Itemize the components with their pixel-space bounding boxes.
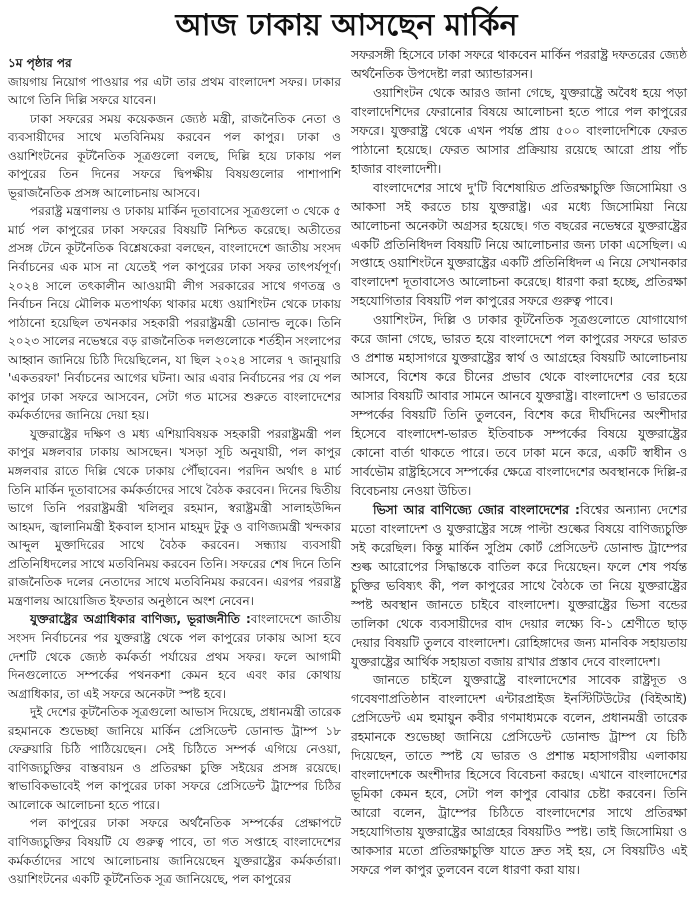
paragraph: ঢাকা সফরের সময় কয়েকজন জ্যেষ্ঠ মন্ত্রী, রাজনৈতিক নেতা ও ব্যবসায়ীদের সাথে মতবিনিময় করবেন পল কাপুর। ঢাকা ও ওয়াশিংটনের কূটনৈতিক সূত্রগুলো বলছে, দিল্লি হয়ে ঢাকায় পল কাপুরের তিন দিনের সফরে দ্বিপক্ষীয় বিষয়গুলোর পাশাপাশি ভূরাজনৈতিক প্রসঙ্গ আলোচনায় আসবে। <box>8 111 341 200</box>
paragraph: ওয়াশিংটন, দিল্লি ও ঢাকার কূটনৈতিক সূত্রগুলোতে যোগাযোগ করে জানা গেছে, ভারত হয়ে বাংলাদেশে পল কাপুরের সফরে ভারত ও প্রশান্ত মহাসাগরে যুক্তরাষ্ট্রের স্বার্থ ও আগ্রহের বিষয়টি আলোচনায় আসবে, বিশেষ করে চীনের প্রভাব থেকে বাংলাদেশের বের হয়ে আসার বিষয়টি আবার সামনে আনবে যুক্তরাষ্ট্র। বাংলাদেশ ও ভারতের সম্পর্কের বিষয়টি তিনি তুলবেন, বিশেষ করে দীর্ঘদিনের অংশীদার হিসেবে বাংলাদেশ-ভারত ইতিবাচক সম্পর্কের বিষয়ে যুক্তরাষ্ট্রের কোনো বার্তা থাকতে পারে। তবে ঢাকা মনে করে, একটি স্বাধীন ও সার্বভৌম রাষ্ট্রহিসেবে সম্পর্কের ক্ষেত্রে বাংলাদেশের অবস্থানকে দিল্লি-র বিবেচনায় নেওয়া উচিত। <box>351 313 687 498</box>
subsection-lead: বাংলাদেশে জাতীয় সংসদ নির্বাচনের পর যুক্তরাষ্ট্র থেকে পল কাপুরের ঢাকায় আসা হবে দেশটি থেকে জ্যেষ্ঠ কর্মকর্তা পর্যায়ের প্রথম সফর। ফলে আগামী দিনগুলোতে সম্পর্কের পথনকশা কেমন হবে এবং কার কোথায় অগ্রাধিকার, তা এই সফরে অনেকটা স্পষ্ট হবে। <box>8 612 341 701</box>
subsection-paragraph <box>8 610 341 703</box>
paragraph: পররাষ্ট্র মন্ত্রণালয় ও ঢাকায় মার্কিন দূতাবাসের সূত্রগুলো ৩ থেকে ৫ মার্চ পল কাপুরের ঢাকা সফরের বিষয়টি নিশ্চিত করেছে। অতীতের প্রসঙ্গ টেনে কূটনৈতিক বিশ্লেষকেরা বলছেন, বাংলাদেশে জাতীয় সংসদ নির্বাচনের এক মাস না যেতেই পল কাপুরের ঢাকা সফর তাৎপর্যপূর্ণ। ২০২৪ সালে তৎকালীন আওয়ামী লীগ সরকারের সাথে গণতন্ত্র ও নির্বাচন নিয়ে মৌলিক মতপার্থক্য থাকার মধ্যে ওয়াশিংটন থেকে ঢাকায় পাঠানো হয়েছিল তখনকার সহকারী পররাষ্ট্রমন্ত্রী ডোনাল্ড লুকে। তিনি ২০২৩ সালের নভেম্বরে বড় রাজনৈতিক দলগুলোকে শর্তহীন সংলাপের আহ্বান জানিয়ে চিঠি দিয়েছিলেন, যা ছিল ২০২৪ সালের ৭ জানুয়ারি 'একতরফা' নির্বাচনের আগের ঘটনা। আর এবার নির্বাচনের পর যে পল কাপুর ঢাকা সফরে আসবেন, সেটা গত মাসের শুরুতে বাংলাদেশের কর্মকর্তাদের জানিয়ে দেয়া হয়। <box>8 204 341 423</box>
subsection-lead: বিশ্বের অন্যান্য দেশের মতো বাংলাদেশ ও যুক্তরাষ্ট্রের সঙ্গে পাল্টা শুল্কের বিষয়ে বাণিজ্যচুক্তি সই করেছিল। কিন্তু মার্কিন সুপ্রিম কোর্ট প্রেসিডেন্ট ডোনাল্ড ট্রাম্পের শুল্ক আরোপের সিদ্ধান্তকে বাতিল করে দিয়েছেন। ফলে শেষ পর্যন্ত চুক্তির ভবিষ্যৎ কী, পল কাপুরের সাথে বৈঠকে তা নিয়ে যুক্তরাষ্ট্রের স্পষ্ট অবস্থান জানতে চাইবে বাংলাদেশ। যুক্তরাষ্ট্রের ভিসা বন্ডের তালিকা থেকে ব্যবসায়ীদের বাদ দেয়ার লক্ষ্যে বি-১ শ্রেণীতে ছাড় দেয়ার বিষয়টি তুলবে বাংলাদেশ। রোহিঙ্গাদের জন্য মানবিক সহায়তায় যুক্তরাষ্ট্রের আর্থিক সহায়তা বজায় রাখার প্রস্তাব দেবে বাংলাদেশ। <box>351 502 687 669</box>
subsection-heading: ভিসা আর বাণিজ্যে জোর বাংলাদেশের : <box>373 502 580 517</box>
paragraph: বাংলাদেশের সাথে দু'টি বিশেষায়িত প্রতিরক্ষাচুক্তি জিসোমিয়া ও আকসা সই করতে চায় যুক্তরাষ্ট্র। এর মধ্যে জিসোমিয়া নিয়ে আলোচনা অনেকটা অগ্রসর হয়েছে। গত বছরের নভেম্বরে যুক্তরাষ্ট্রের একটি প্রতিনিধিদল বিষয়টি নিয়ে আলোচনার জন্য ঢাকা এসেছিল। এ সপ্তাহে ওয়াশিংটনে যুক্তরাষ্ট্রের একটি প্রতিনিধিদল এ নিয়ে সেখানকার বাংলাদেশ দূতাবাসেও আলোচনা করেছে। ধারণা করা হচ্ছে, প্রতিরক্ষা সহযোগিতার বিষয়টি পল কাপুরের সফরে গুরুত্ব পাবে। <box>351 180 687 309</box>
paragraph: জানতে চাইলে যুক্তরাষ্ট্রে বাংলাদেশের সাবেক রাষ্ট্রদূত ও গবেষণাপ্রতিষ্ঠান বাংলাদেশ এন্টারপ্রাইজ ইনস্টিটিউটের (বিইআই) প্রেসিডেন্ট এম হুমায়ুন কবীর গণমাধ্যমকে বলেন, প্রধানমন্ত্রী তারেক রহমানকে শুভেচ্ছা জানিয়ে প্রেসিডেন্ট ডোনাল্ড ট্রাম্প যে চিঠি দিয়েছেন, তাতে স্পষ্ট যে ভারত ও প্রশান্ত মহাসাগরীয় এলাকায় বাংলাদেশকে অংশীদার হিসেবে বিবেচনা করছে। এখানে বাংলাদেশের ভূমিকা কেমন হবে, সেটা পল কাপুর বোঝার চেষ্টা করবেন। তিনি আরো বলেন, ট্রাম্পের চিঠিতে বাংলাদেশের সাথে প্রতিরক্ষা সহযোগিতায় যুক্তরাষ্ট্রের আগ্রহের বিষয়টিও স্পষ্ট। তাই জিসোমিয়া ও আকসার মতো প্রতিরক্ষাচুক্তি যাতে দ্রুত সই হয়, সে বিষয়টিও এই সফরে পল কাপুর তুলবেন বলে ধারণা করা যায়। <box>351 673 687 877</box>
article-column-right <box>351 46 687 880</box>
paragraph: সফরসঙ্গী হিসেবে ঢাকা সফরে থাকবেন মার্কিন পররাষ্ট্র দফতরের জ্যেষ্ঠ অর্থনৈতিক উপদেষ্টা লরা অ্যান্ডারসন। <box>351 48 687 81</box>
paragraph: জায়গায় নিয়োগ পাওয়ার পর এটা তার প্রথম বাংলাদেশ সফর। ঢাকার আগে তিনি দিল্লি সফরে যাবেন। <box>8 74 341 108</box>
paragraph: ওয়াশিংটন থেকে আরও জানা গেছে, যুক্তরাষ্ট্রে অবৈধ হয়ে পড়া বাংলাদেশিদের ফেরানোর বিষয়ে আলোচনা হতে পারে পল কাপুরের সফরে। যুক্তরাষ্ট্র থেকে এখন পর্যন্ত প্রায় ৫০০ বাংলাদেশিকে ফেরত পাঠানো হয়েছে। ফেরত আসার প্রক্রিয়ায় রয়েছে আরো প্রায় পাঁচ হাজার বাংলাদেশী। <box>351 85 687 176</box>
subsection-heading: যুক্তরাষ্ট্রের অগ্রাধিকার বাণিজ্য, ভূরাজনীতি : <box>30 612 251 627</box>
continued-from-label: ১ম পৃষ্ঠার পর <box>8 56 72 70</box>
article-column-left <box>8 54 341 889</box>
headline: আজ ঢাকায় আসছেন মার্কিন <box>175 8 518 43</box>
subsection-paragraph <box>351 501 687 672</box>
paragraph: যুক্তরাষ্ট্রের দক্ষিণ ও মধ্য এশিয়াবিষয়ক সহকারী পররাষ্ট্রমন্ত্রী পল কাপুর মঙ্গলবার ঢাকায় আসছেন। খসড়া সূচি অনুযায়ী, পল কাপুর মঙ্গলবার রাতে দিল্লি থেকে ঢাকায় পৌঁছাবেন। পরদিন অর্থাৎ ৪ মার্চ তিনি মার্কিন দূতাবাসের কর্মকর্তাদের সাথে বৈঠক করবেন। দিনের দ্বিতীয় ভাগে তিনি পররাষ্ট্রমন্ত্রী খলিলুর রহমান, স্বরাষ্ট্রমন্ত্রী সালাহউদ্দিন আহমদ, জ্বালানিমন্ত্রী ইকবাল হাসান মাহমুদ টুকু ও বাণিজ্যমন্ত্রী খন্দকার আব্দুল মুক্তাদিরের সাথে বৈঠক করবেন। সন্ধ্যায় ব্যবসায়ী প্রতিনিধিদলের সাথে মতবিনিময় করবেন তিনি। সফরের শেষ দিনে তিনি রাজনৈতিক দলের নেতাদের সাথে মতবিনিময় করবেন। এরপর পররাষ্ট্র মন্ত্রণালয় আয়োজিত ইফতার অনুষ্ঠানে অংশ নেবেন। <box>8 426 341 608</box>
paragraph: দুই দেশের কূটনৈতিক সূত্রগুলো আভাস দিয়েছে, প্রধানমন্ত্রী তারেক রহমানকে শুভেচ্ছা জানিয়ে মার্কিন প্রেসিডেন্ট ডোনাল্ড ট্রাম্প ১৮ ফেব্রুয়ারি চিঠি পাঠিয়েছেন। সেই চিঠিতে সম্পর্ক এগিয়ে নেওয়া, বাণিজ্যচুক্তির বাস্তবায়ন ও প্রতিরক্ষা চুক্তি সইয়ের প্রসঙ্গ রয়েছে। স্বাভাবিকভাবেই পল কাপুরের ঢাকা সফরে প্রেসিডেন্ট ট্রাম্পের চিঠির আলোকে আলোচনা হতে পারে। <box>8 705 341 812</box>
paragraph: পল কাপুরের ঢাকা সফরে অর্থনৈতিক সম্পর্কের প্রেক্ষাপটে বাণিজ্যচুক্তির বিষয়টি যে গুরুত্ব পাবে, তা গত সপ্তাহে বাংলাদেশের কর্মকর্তাদের সাথে আলোচনায় জানিয়েছেন যুক্তরাষ্ট্রের কর্মকর্তারা। ওয়াশিংটনের একটি কূটনৈতিক সূত্র জানিয়েছে, পল কাপুরের <box>8 816 341 887</box>
